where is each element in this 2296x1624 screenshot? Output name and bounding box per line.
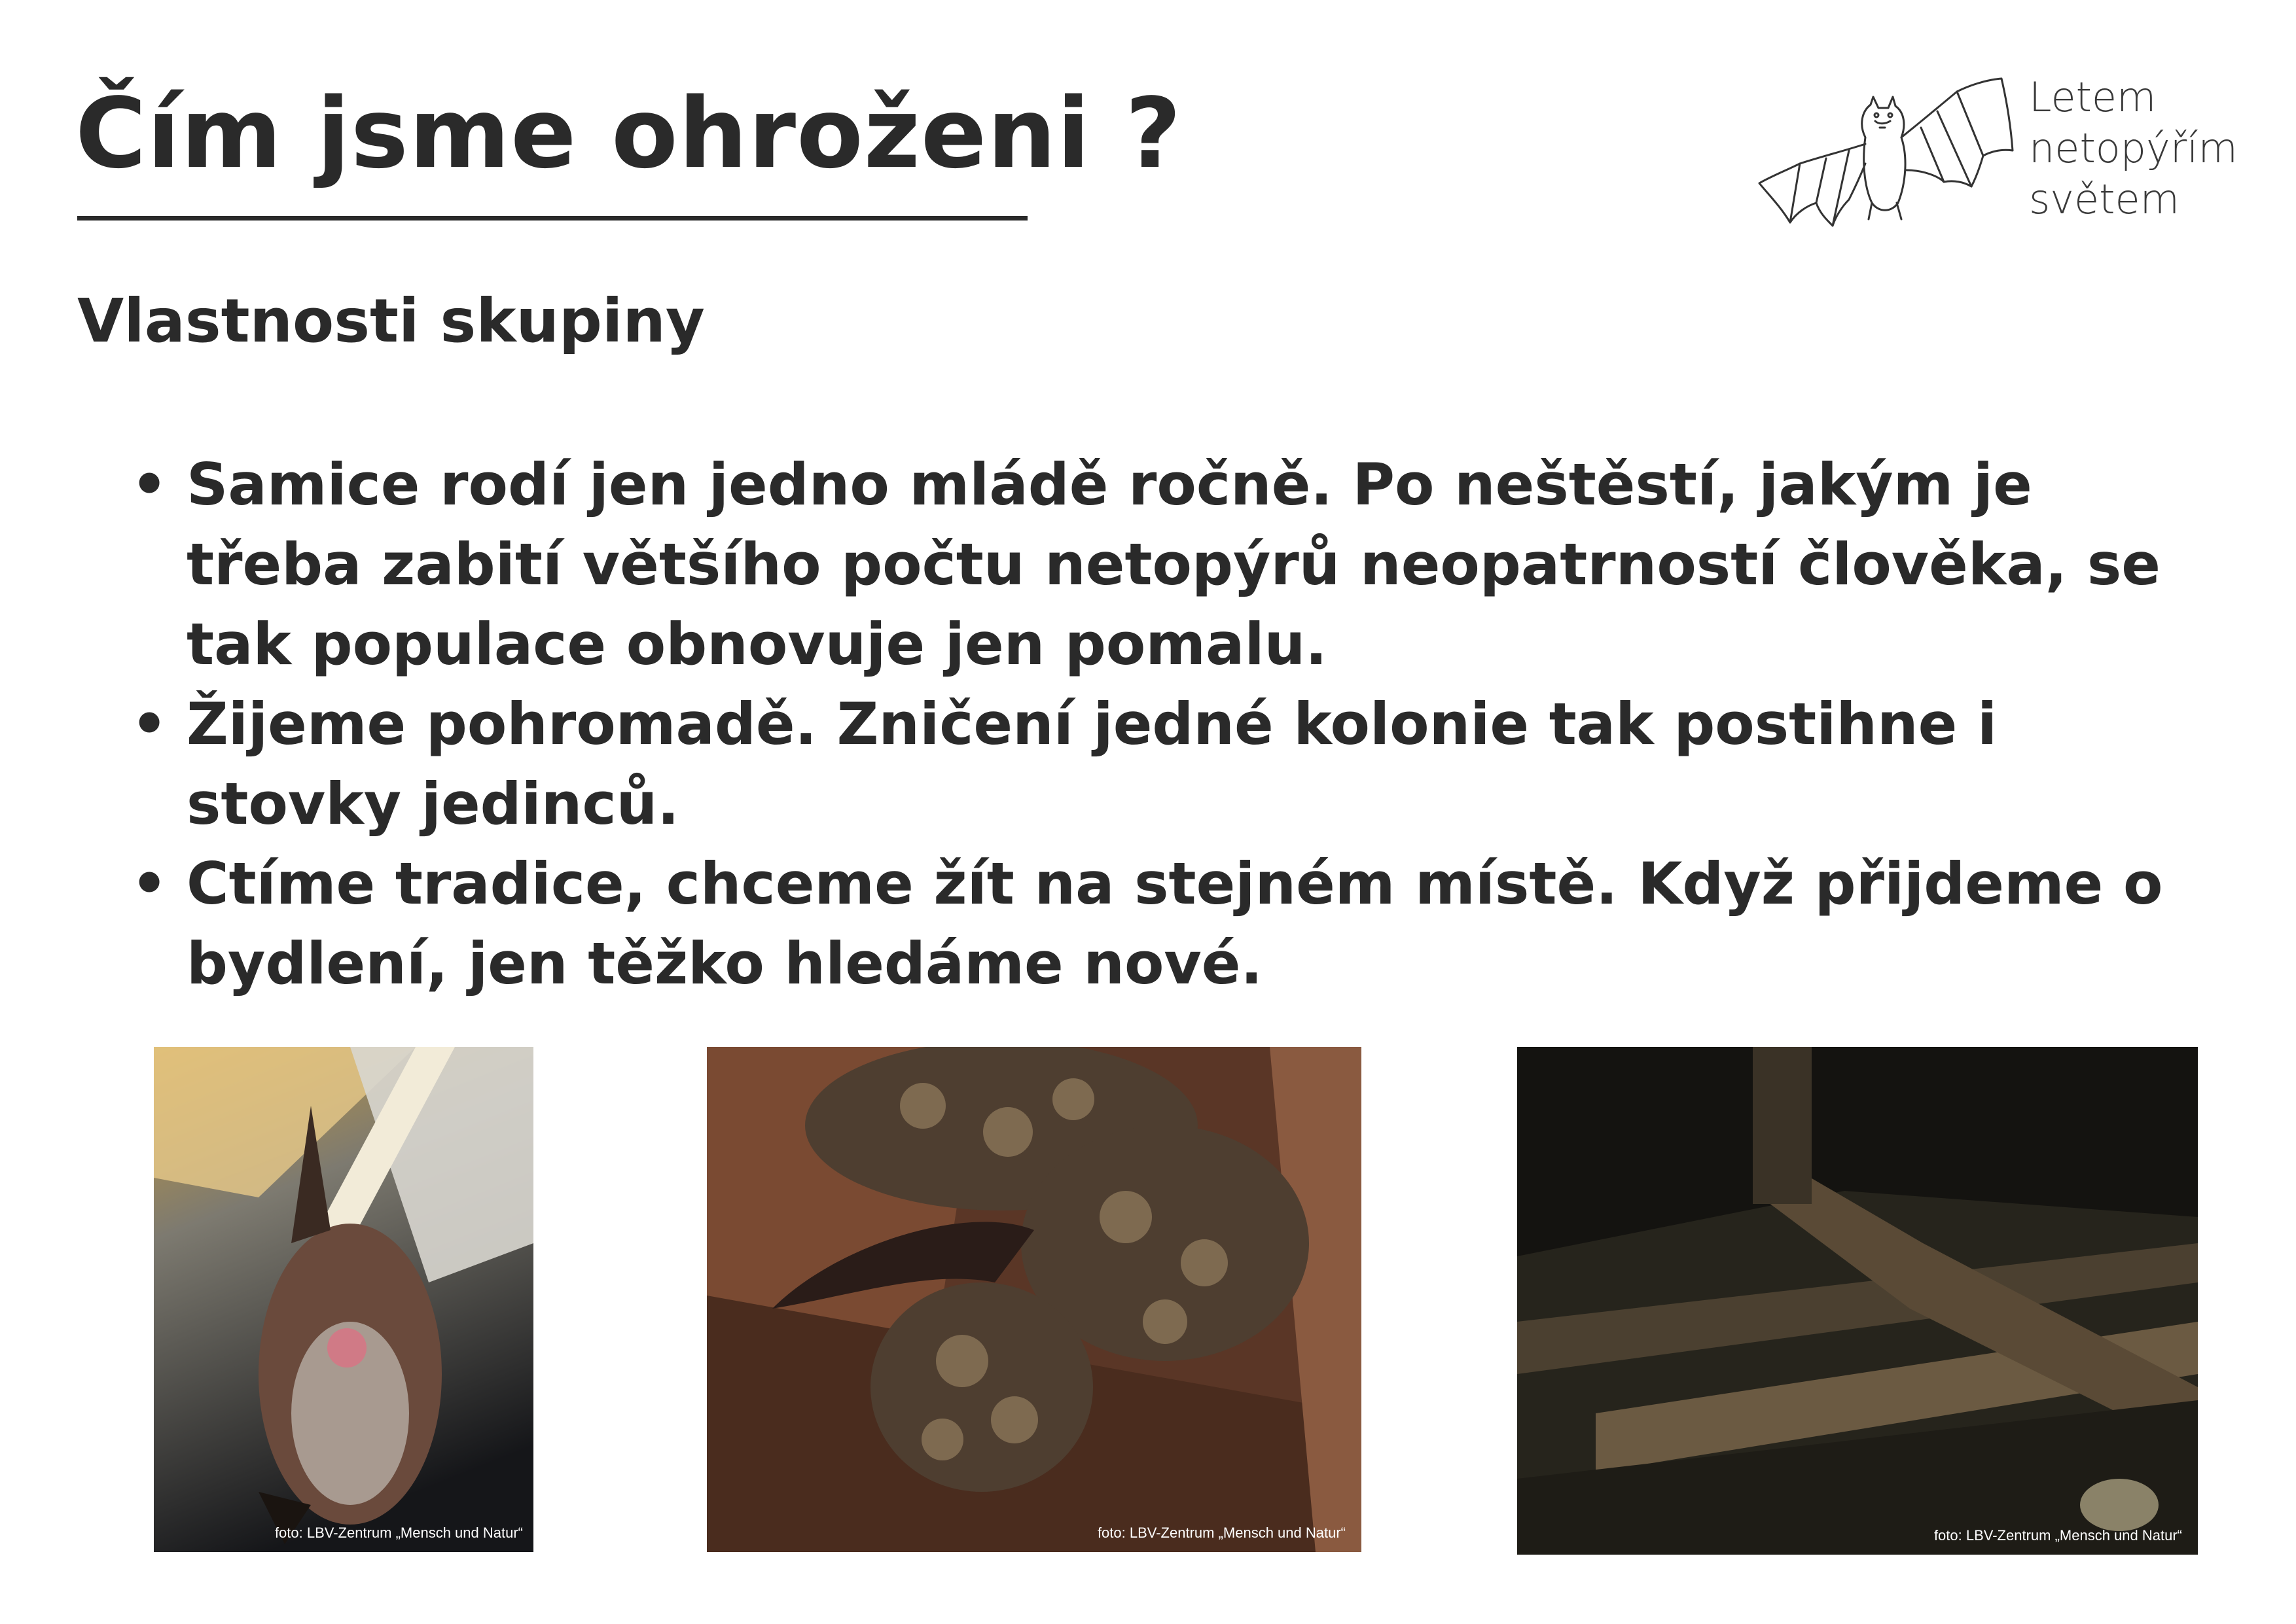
logo-line-2: netopýřím [2029,124,2238,172]
photo-attic [1517,1047,2198,1555]
bullet-dot-icon: • [131,690,168,758]
title-underline [77,216,1028,221]
section-subtitle: Vlastnosti skupiny [77,286,705,356]
photo-credit: foto: LBV-Zentrum „Mensch und Natur“ [1933,1527,2182,1544]
photo-bat-colony [707,1047,1361,1552]
bat-colony-image [707,1047,1361,1552]
bullet-dot-icon: • [131,451,168,518]
logo-line-3: světem [2029,175,2179,223]
bullet-text: Samice rodí jen jedno mládě ročně. Po neštěstí, jakým je třeba zabití většího počtu netopýrů neopatrností člověka, se tak populace obnovuje jen pomalu. [187,451,2161,678]
photo-credit: foto: LBV-Zentrum „Mensch und Natur“ [1097,1525,1346,1541]
logo-text [2029,72,2238,225]
logo [1754,72,2251,242]
bullet-text: Žijeme pohromadě. Zničení jedné kolonie tak postihne i stovky jedinců. [187,690,1998,838]
bullet-item [131,844,2225,1004]
bullet-item [131,445,2225,684]
hanging-bat-image [154,1047,533,1552]
bullet-list [131,445,2225,1004]
photo-hanging-bat [154,1047,533,1552]
photo-credit: foto: LBV-Zentrum „Mensch und Natur“ [274,1525,523,1541]
bullet-item [131,684,2225,844]
bat-logo-icon [1754,72,2029,242]
page-title: Čím jsme ohroženi ? [75,77,1182,190]
bullet-dot-icon: • [131,850,168,917]
attic-image [1517,1047,2198,1555]
logo-line-1: Letem [2029,73,2157,121]
bullet-text: Ctíme tradice, chceme žít na stejném místě. Když přijdeme o bydlení, jen těžko hledáme nové. [187,850,2163,997]
